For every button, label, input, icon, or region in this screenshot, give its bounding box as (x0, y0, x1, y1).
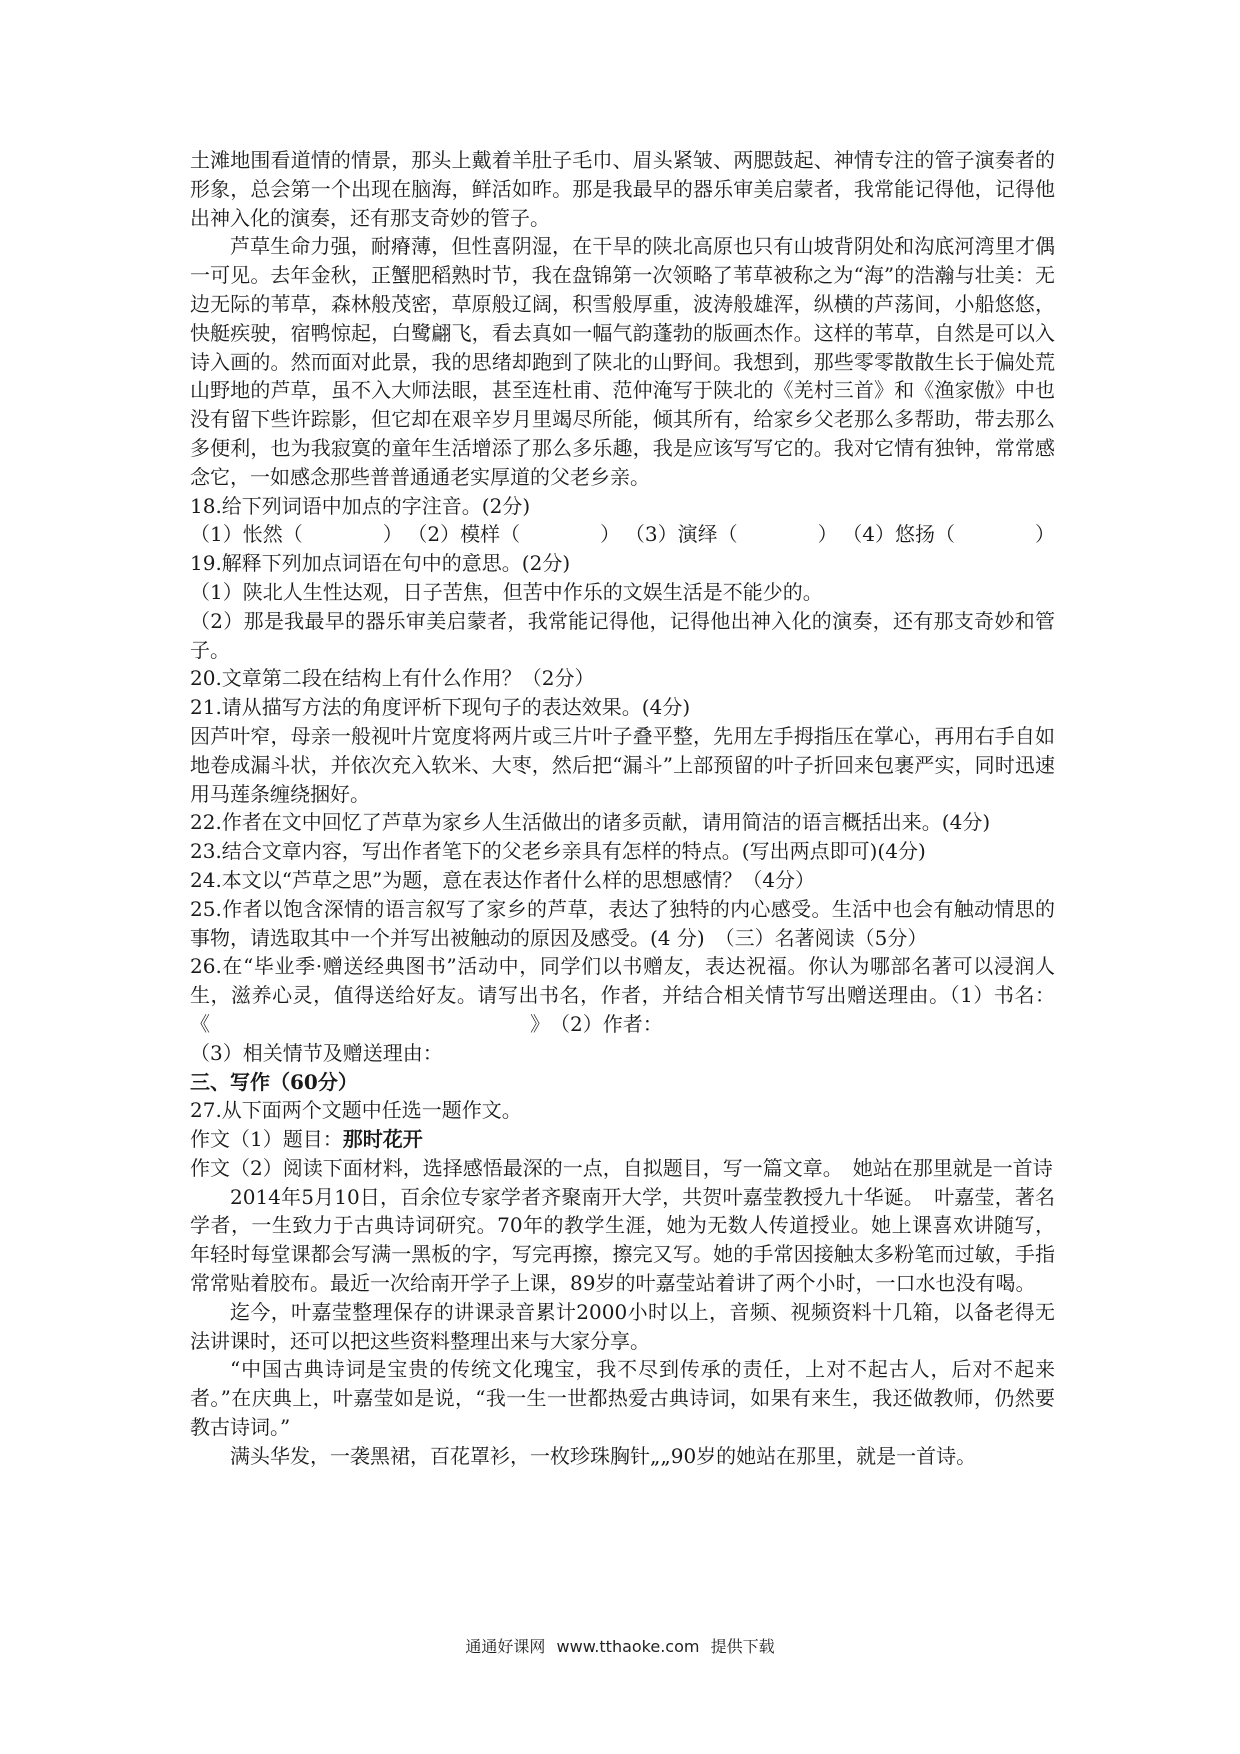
essay-option-1-title: 那时花开 (342, 1127, 423, 1152)
q21-quote: 因芦叶窄，母亲一般视叶片宽度将两片或三片叶子叠平整，先用左手拇指压在掌心，再用右手自如地卷成漏斗状，并依次充入软米、大枣，然后把“漏斗”上部预留的叶子折回来包裹严实，同时迅速用马莲条缠绕捆好。 (190, 723, 1055, 806)
passage-paragraph-1: 土滩地围看道情的情景，那头上戴着羊肚子毛巾、眉头紧皱、两腮鼓起、神情专注的管子演奏者的形象，总会第一个出现在脑海，鲜活如昨。那是我最早的器乐审美启蒙者，我常能记得他，记得他出神入化的演奏，还有那支奇妙的管子。 (190, 148, 1055, 230)
question-24: 24.本文以“芦草之思”为题，意在表达作者什么样的思想感情？（4分） (190, 867, 815, 892)
question-22: 22.作者在文中回忆了芦草为家乡人生活做出的诸多贡献，请用简洁的语言概括出来。(4分) (190, 810, 991, 835)
question-26: 26.在“毕业季·赠送经典图书”活动中，同学们以书赠友，表达祝福。你认为哪部名著可以浸润人生，滋养心灵，值得送给好友。请写出书名，作者，并结合相关情节写出赠送理由。（1）书名：《 》 （2）作者： (190, 954, 1055, 1036)
passage-paragraph-2: 芦草生命力强，耐瘠薄，但性喜阴湿，在干旱的陕北高原也只有山坡背阴处和沟底河湾里才偶一可见。去年金秋，正蟹肥稻熟时节，我在盘锦第一次领略了苇草被称之为“海”的浩瀚与壮美：无边无际的苇草，森林般茂密，草原般辽阔，积雪般厚重，波涛般雄浑，纵横的芦荡间，小船悠悠，快艇疾驶，宿鸭惊起，白鹭翩飞，看去真如一幅气韵蓬勃的版画杰作。这样的苇草，自然是可以入诗入画的。然而面对此景，我的思绪却跑到了陕北的山野间。我想到，那些零零散散生长于偏处荒山野地的芦草，虽不入大师法眼，甚至连杜甫、范仲淹写于陕北的《羌村三首》和《渔家傲》中也没有留下些许踪影，但它却在艰辛岁月里竭尽所能，倾其所有，给家乡父老那么多帮助，带去那么多便利，也为我寂寞的童年生活增添了那么多乐趣，我是应该写写它的。我对它情有独钟，常常感念它，一如感念那些普普通通老实厚道的父老乡亲。 (190, 234, 1055, 489)
q19-item-2: （2）那是我最早的器乐审美启蒙者，我常能记得他，记得他出神入化的演奏，还有那支奇妙和管子。 (190, 608, 1055, 662)
question-19: 19.解释下列加点词语在句中的意思。(2分) (190, 551, 571, 576)
q18-option-4: （4）悠扬（ ） (842, 522, 1055, 547)
q19-item-1: （1）陕北人生性达观，日子苦焦，但苦中作乐的文娱生活是不能少的。 (190, 579, 823, 604)
question-18: 18.给下列词语中加点的字注音。(2分) (190, 493, 531, 518)
footer-suffix: 提供下载 (710, 1637, 775, 1656)
question-23: 23.结合文章内容，写出作者笔下的父老乡亲具有怎样的特点。(写出两点即可)(4分) (190, 839, 926, 864)
section-heading-writing: 三、写作（60分） (190, 1069, 358, 1094)
page-footer (0, 1634, 1240, 1657)
material-paragraph-1: 2014年5月10日，百余位专家学者齐聚南开大学，共贺叶嘉莹教授九十华诞。 叶嘉莹，著名学者，一生致力于古典诗词研究。70年的教学生涯，她为无数人传道授业。她上课喜欢讲随写，年轻时每堂课都会写满一黑板的字，写完再擦，擦完又写。她的手常因接触太多粉笔而过敏，手指常常贴着胶布。最近一次给南开学子上课，89岁的叶嘉莹站着讲了两个小时，一口水也没有喝。 (190, 1184, 1055, 1296)
question-27: 27.从下面两个文题中任选一题作文。 (190, 1098, 522, 1123)
question-21: 21.请从描写方法的角度评析下现句子的表达效果。(4分) (190, 695, 691, 720)
question-20: 20.文章第二段在结构上有什么作用？（2分） (190, 666, 595, 691)
material-paragraph-3: “中国古典诗词是宝贵的传统文化瑰宝，我不尽到传承的责任，上对不起古人，后对不起来者。”在庆典上，叶嘉莹如是说，“我一生一世都热爱古典诗词，如果有来生，我还做教师，仍然要教古诗词。” (190, 1357, 1055, 1440)
q26-item-3: （3）相关情节及赠送理由： (190, 1040, 443, 1065)
essay-option-1 (190, 1125, 1055, 1154)
q18-option-1: （1）怅然（ ） (190, 522, 403, 547)
question-18-options (190, 520, 1055, 549)
footer-site-name: 通通好课网 (465, 1637, 546, 1656)
question-25: 25.作者以饱含深情的语言叙写了家乡的芦草，表达了独特的内心感受。生活中也会有触动情思的事物，请选取其中一个并写出被触动的原因及感受。(4 分) （三）名著阅读（5分） (190, 896, 1055, 950)
q18-option-2: （2）模样（ ） (407, 522, 621, 547)
essay-option-2: 作文（2）阅读下面材料，选择感悟最深的一点，自拟题目，写一篇文章。 她站在那里就是一首诗 (190, 1155, 1053, 1180)
document-body (190, 146, 1055, 1471)
material-paragraph-4: 满头华发，一袭黑裙，百花罩衫，一枚珍珠胸针„„90岁的她站在那里，就是一首诗。 (230, 1443, 977, 1468)
footer-url[interactable]: www.tthaoke.com (556, 1637, 700, 1656)
essay-option-1-prefix: 作文（1）题目： (190, 1127, 343, 1152)
material-paragraph-2: 迄今，叶嘉莹整理保存的讲课录音累计2000小时以上，音频、视频资料十几箱，以备老得无法讲课时，还可以把这些资料整理出来与大家分享。 (190, 1299, 1055, 1353)
q18-option-3: （3）演绎（ ） (624, 522, 838, 547)
